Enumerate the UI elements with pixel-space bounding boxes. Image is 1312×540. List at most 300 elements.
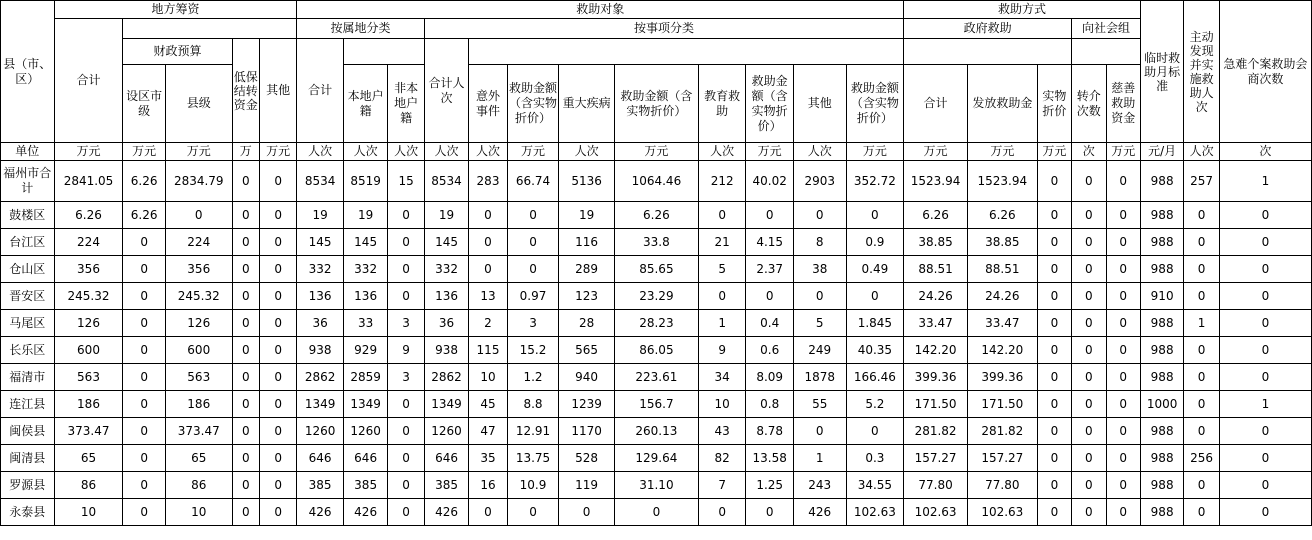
table-cell: 123 — [559, 283, 615, 310]
table-cell: 10 — [165, 499, 232, 526]
county-name-cell: 永泰县 — [1, 499, 55, 526]
table-cell: 19 — [424, 202, 469, 229]
table-row — [1, 256, 1312, 283]
gov-total-header: 合计 — [904, 65, 968, 143]
table-cell: 0 — [259, 229, 296, 256]
education-amount-header: 救助金额（含实物折价） — [746, 65, 794, 143]
table-cell: 1.2 — [507, 364, 559, 391]
table-cell: 0 — [1037, 499, 1071, 526]
table-cell: 0 — [793, 283, 846, 310]
by-residence-header: 按属地分类 — [297, 19, 424, 39]
table-cell: 1 — [1219, 391, 1311, 418]
table-cell: 0 — [846, 202, 904, 229]
table-cell: 0 — [165, 202, 232, 229]
table-cell: 0 — [259, 337, 296, 364]
county-name-cell: 台江区 — [1, 229, 55, 256]
table-cell: 36 — [424, 310, 469, 337]
table-cell: 399.36 — [904, 364, 968, 391]
table-cell: 38 — [793, 256, 846, 283]
table-cell: 0 — [259, 161, 296, 202]
table-cell: 4.15 — [746, 229, 794, 256]
table-cell: 289 — [559, 256, 615, 283]
table-cell: 45 — [469, 391, 507, 418]
table-cell: 0 — [469, 229, 507, 256]
table-cell: 0 — [1184, 337, 1219, 364]
unit-cell: 人次 — [559, 143, 615, 161]
table-cell: 0 — [1106, 418, 1140, 445]
table-cell: 352.72 — [846, 161, 904, 202]
table-cell: 2 — [469, 310, 507, 337]
table-cell: 13.58 — [746, 445, 794, 472]
table-cell: 0 — [1219, 499, 1311, 526]
accident-amount-header: 救助金额（含实物折价） — [507, 65, 559, 143]
table-cell: 24.26 — [904, 283, 968, 310]
table-cell: 88.51 — [967, 256, 1037, 283]
table-cell: 102.63 — [967, 499, 1037, 526]
table-cell: 0 — [1037, 283, 1071, 310]
table-cell: 6.26 — [54, 202, 123, 229]
table-cell: 426 — [343, 499, 388, 526]
table-cell: 0 — [1184, 391, 1219, 418]
table-cell: 0 — [388, 229, 424, 256]
table-cell: 1.845 — [846, 310, 904, 337]
table-cell: 0 — [1106, 256, 1140, 283]
to-social-header: 向社会组 — [1072, 19, 1141, 39]
table-cell: 0.6 — [746, 337, 794, 364]
table-cell: 0 — [1072, 283, 1106, 310]
temp-standard-header: 临时救助月标准 — [1140, 1, 1183, 143]
table-cell: 21 — [698, 229, 746, 256]
unit-cell: 万元 — [1037, 143, 1071, 161]
table-cell: 0 — [1037, 364, 1071, 391]
table-cell: 1064.46 — [614, 161, 698, 202]
table-cell: 0 — [123, 418, 165, 445]
matter-total-persons-header: 合计人次 — [424, 39, 469, 143]
table-cell: 19 — [343, 202, 388, 229]
unit-cell: 人次 — [297, 143, 344, 161]
table-cell: 245.32 — [165, 283, 232, 310]
table-cell: 6.26 — [614, 202, 698, 229]
table-cell: 281.82 — [967, 418, 1037, 445]
table-cell: 171.50 — [967, 391, 1037, 418]
table-cell: 938 — [297, 337, 344, 364]
table-cell: 224 — [54, 229, 123, 256]
table-cell: 0 — [1072, 418, 1106, 445]
table-cell: 0 — [388, 418, 424, 445]
table-cell: 0 — [1037, 472, 1071, 499]
table-cell: 0 — [1184, 229, 1219, 256]
table-cell: 0 — [614, 499, 698, 526]
unit-cell: 万元 — [1106, 143, 1140, 161]
table-cell: 12.91 — [507, 418, 559, 445]
table-cell: 0 — [1219, 283, 1311, 310]
table-cell: 0 — [1219, 472, 1311, 499]
table-cell: 938 — [424, 337, 469, 364]
table-cell: 6.26 — [967, 202, 1037, 229]
table-cell: 2834.79 — [165, 161, 232, 202]
table-cell: 385 — [424, 472, 469, 499]
table-cell: 988 — [1140, 499, 1183, 526]
county-name-cell: 长乐区 — [1, 337, 55, 364]
table-cell: 136 — [297, 283, 344, 310]
table-cell: 0 — [123, 229, 165, 256]
table-cell: 563 — [54, 364, 123, 391]
table-cell: 0.4 — [746, 310, 794, 337]
table-cell: 0 — [232, 256, 259, 283]
table-cell: 0.8 — [746, 391, 794, 418]
table-cell: 0 — [1072, 256, 1106, 283]
table-cell: 385 — [343, 472, 388, 499]
table-cell: 399.36 — [967, 364, 1037, 391]
table-cell: 116 — [559, 229, 615, 256]
table-cell: 988 — [1140, 161, 1183, 202]
cash-header: 发放救助金 — [967, 65, 1037, 143]
table-cell: 0 — [123, 364, 165, 391]
table-cell: 1 — [793, 445, 846, 472]
table-cell: 0 — [846, 283, 904, 310]
table-cell: 0 — [232, 337, 259, 364]
table-cell: 600 — [54, 337, 123, 364]
table-cell: 8 — [793, 229, 846, 256]
county-name-cell: 连江县 — [1, 391, 55, 418]
unit-cell: 万元 — [259, 143, 296, 161]
unit-cell: 万元 — [746, 143, 794, 161]
table-cell: 1 — [1184, 310, 1219, 337]
table-cell: 5.2 — [846, 391, 904, 418]
county-name-cell: 闽清县 — [1, 445, 55, 472]
table-cell: 0 — [388, 472, 424, 499]
table-cell: 356 — [54, 256, 123, 283]
county-header: 县（市、区） — [1, 1, 55, 143]
unit-cell: 万元 — [54, 143, 123, 161]
urgent-meetings-header: 急难个案救助会商次数 — [1219, 1, 1311, 143]
table-cell: 0 — [232, 161, 259, 202]
table-cell: 126 — [54, 310, 123, 337]
table-cell: 0 — [259, 364, 296, 391]
table-cell: 6.26 — [904, 202, 968, 229]
table-cell: 102.63 — [846, 499, 904, 526]
table-row — [1, 283, 1312, 310]
table-cell: 0 — [1219, 202, 1311, 229]
table-cell: 8.09 — [746, 364, 794, 391]
table-cell: 28 — [559, 310, 615, 337]
table-cell: 1170 — [559, 418, 615, 445]
unit-cell: 人次 — [698, 143, 746, 161]
table-cell: 166.46 — [846, 364, 904, 391]
table-cell: 0 — [1037, 202, 1071, 229]
table-cell: 38.85 — [967, 229, 1037, 256]
unit-cell: 次 — [1219, 143, 1311, 161]
table-cell: 0 — [1106, 310, 1140, 337]
table-cell: 8534 — [424, 161, 469, 202]
table-cell: 0 — [232, 499, 259, 526]
table-cell: 212 — [698, 161, 746, 202]
unit-cell: 万元 — [846, 143, 904, 161]
table-cell: 0 — [746, 499, 794, 526]
table-cell: 0 — [1072, 472, 1106, 499]
table-cell: 988 — [1140, 418, 1183, 445]
table-cell: 988 — [1140, 256, 1183, 283]
table-cell: 186 — [54, 391, 123, 418]
table-cell: 0 — [698, 499, 746, 526]
table-cell: 1260 — [424, 418, 469, 445]
unit-cell: 万元 — [507, 143, 559, 161]
unit-cell: 万元 — [904, 143, 968, 161]
table-cell: 646 — [343, 445, 388, 472]
local-household-header: 本地户籍 — [343, 65, 388, 143]
table-cell: 0 — [1037, 337, 1071, 364]
table-cell: 0 — [123, 472, 165, 499]
table-cell: 0 — [746, 202, 794, 229]
table-cell: 0 — [123, 499, 165, 526]
fiscal-budget-header: 财政预算 — [123, 39, 232, 65]
residence-spacer-header — [343, 39, 424, 65]
county-name-cell: 仓山区 — [1, 256, 55, 283]
table-cell: 224 — [165, 229, 232, 256]
table-cell: 988 — [1140, 445, 1183, 472]
table-cell: 332 — [297, 256, 344, 283]
table-cell: 1349 — [343, 391, 388, 418]
unit-cell: 人次 — [1184, 143, 1219, 161]
table-cell: 0 — [1037, 445, 1071, 472]
unit-cell: 人次 — [793, 143, 846, 161]
table-cell: 0 — [1106, 337, 1140, 364]
county-name-cell: 马尾区 — [1, 310, 55, 337]
table-cell: 1 — [1219, 161, 1311, 202]
table-cell: 19 — [297, 202, 344, 229]
table-cell: 0 — [259, 310, 296, 337]
table-cell: 102.63 — [904, 499, 968, 526]
table-cell: 0 — [1106, 472, 1140, 499]
table-cell: 186 — [165, 391, 232, 418]
table-cell: 40.35 — [846, 337, 904, 364]
total-row — [1, 161, 1312, 202]
illness-amount-header: 救助金额（含实物折价） — [614, 65, 698, 143]
table-cell: 988 — [1140, 202, 1183, 229]
table-cell: 0 — [1072, 161, 1106, 202]
table-cell: 332 — [343, 256, 388, 283]
table-cell: 142.20 — [904, 337, 968, 364]
table-cell: 142.20 — [967, 337, 1037, 364]
unit-cell: 单位 — [1, 143, 55, 161]
table-cell: 0 — [1219, 364, 1311, 391]
table-cell: 0 — [123, 283, 165, 310]
table-cell: 0 — [232, 229, 259, 256]
table-cell: 257 — [1184, 161, 1219, 202]
table-cell: 0 — [469, 256, 507, 283]
table-cell: 0 — [1219, 445, 1311, 472]
table-cell: 0 — [1072, 445, 1106, 472]
table-cell: 13 — [469, 283, 507, 310]
table-cell: 281.82 — [904, 418, 968, 445]
table-cell: 988 — [1140, 229, 1183, 256]
table-cell: 15.2 — [507, 337, 559, 364]
table-cell: 23.29 — [614, 283, 698, 310]
table-cell: 0 — [388, 391, 424, 418]
table-cell: 145 — [343, 229, 388, 256]
table-cell: 426 — [424, 499, 469, 526]
table-cell: 0 — [1106, 364, 1140, 391]
table-cell: 243 — [793, 472, 846, 499]
table-cell: 145 — [424, 229, 469, 256]
table-cell: 0 — [1072, 391, 1106, 418]
table-cell: 0 — [388, 256, 424, 283]
table-cell: 88.51 — [904, 256, 968, 283]
table-cell: 0 — [1072, 499, 1106, 526]
table-cell: 940 — [559, 364, 615, 391]
table-cell: 9 — [698, 337, 746, 364]
table-cell: 8534 — [297, 161, 344, 202]
referral-header: 转介次数 — [1072, 65, 1106, 143]
county-name-cell: 晋安区 — [1, 283, 55, 310]
funding-spacer-header — [123, 19, 297, 39]
table-cell: 0 — [1184, 472, 1219, 499]
table-cell: 86 — [165, 472, 232, 499]
charity-header: 慈善救助资金 — [1106, 65, 1140, 143]
table-cell: 0 — [259, 256, 296, 283]
table-cell: 0 — [559, 499, 615, 526]
table-cell: 0 — [1037, 391, 1071, 418]
table-cell: 0 — [698, 202, 746, 229]
table-cell: 5 — [698, 256, 746, 283]
table-cell: 33.47 — [904, 310, 968, 337]
table-cell: 0 — [1072, 202, 1106, 229]
table-cell: 0 — [1037, 310, 1071, 337]
table-cell: 0 — [1184, 283, 1219, 310]
table-cell: 77.80 — [967, 472, 1037, 499]
table-cell: 2859 — [343, 364, 388, 391]
table-cell: 0 — [846, 418, 904, 445]
table-cell: 38.85 — [904, 229, 968, 256]
table-cell: 988 — [1140, 310, 1183, 337]
table-cell: 126 — [165, 310, 232, 337]
table-cell: 85.65 — [614, 256, 698, 283]
table-cell: 0 — [1184, 364, 1219, 391]
table-cell: 249 — [793, 337, 846, 364]
table-cell: 31.10 — [614, 472, 698, 499]
table-cell: 988 — [1140, 337, 1183, 364]
table-cell: 157.27 — [967, 445, 1037, 472]
table-cell: 0 — [469, 202, 507, 229]
funding-total-header: 合计 — [54, 19, 123, 143]
table-cell: 0 — [1037, 418, 1071, 445]
table-cell: 1349 — [297, 391, 344, 418]
table-cell: 0 — [259, 472, 296, 499]
table-cell: 0 — [123, 337, 165, 364]
table-cell: 15 — [388, 161, 424, 202]
table-row — [1, 202, 1312, 229]
table-cell: 0 — [698, 283, 746, 310]
table-cell: 115 — [469, 337, 507, 364]
table-cell: 3 — [388, 310, 424, 337]
gov-spacer-header — [904, 39, 1072, 65]
table-cell: 0 — [1072, 229, 1106, 256]
table-cell: 332 — [424, 256, 469, 283]
table-cell: 0 — [1072, 337, 1106, 364]
table-cell: 0 — [232, 310, 259, 337]
table-cell: 8.78 — [746, 418, 794, 445]
education-header: 教育救助 — [698, 65, 746, 143]
table-cell: 47 — [469, 418, 507, 445]
social-spacer-header — [1072, 39, 1141, 65]
table-cell: 34 — [698, 364, 746, 391]
table-cell: 66.74 — [507, 161, 559, 202]
table-cell: 0 — [123, 256, 165, 283]
table-cell: 1349 — [424, 391, 469, 418]
table-cell: 646 — [297, 445, 344, 472]
table-cell: 136 — [424, 283, 469, 310]
table-cell: 5136 — [559, 161, 615, 202]
table-cell: 0 — [123, 445, 165, 472]
table-cell: 2862 — [297, 364, 344, 391]
table-cell: 2841.05 — [54, 161, 123, 202]
table-cell: 2862 — [424, 364, 469, 391]
table-cell: 9 — [388, 337, 424, 364]
table-cell: 0.9 — [846, 229, 904, 256]
table-cell: 0 — [259, 283, 296, 310]
active-discover-header: 主动发现并实施救助人次 — [1184, 1, 1219, 143]
table-cell: 0 — [388, 499, 424, 526]
unit-cell: 次 — [1072, 143, 1106, 161]
table-cell: 0 — [1219, 418, 1311, 445]
table-cell: 260.13 — [614, 418, 698, 445]
table-cell: 910 — [1140, 283, 1183, 310]
table-cell: 0 — [259, 499, 296, 526]
major-illness-header: 重大疾病 — [559, 65, 615, 143]
table-cell: 356 — [165, 256, 232, 283]
nonlocal-household-header: 非本地户籍 — [388, 65, 424, 143]
table-row — [1, 418, 1312, 445]
table-cell: 7 — [698, 472, 746, 499]
table-cell: 0 — [259, 445, 296, 472]
table-cell: 1260 — [297, 418, 344, 445]
table-cell: 33.8 — [614, 229, 698, 256]
county-name-cell: 福清市 — [1, 364, 55, 391]
table-cell: 6.26 — [123, 161, 165, 202]
table-cell: 1.25 — [746, 472, 794, 499]
table-cell: 1523.94 — [904, 161, 968, 202]
table-cell: 3 — [388, 364, 424, 391]
table-cell: 0 — [507, 256, 559, 283]
table-cell: 0 — [1106, 391, 1140, 418]
county-name-cell: 鼓楼区 — [1, 202, 55, 229]
table-cell: 0 — [259, 418, 296, 445]
unit-cell: 万元 — [967, 143, 1037, 161]
table-cell: 426 — [297, 499, 344, 526]
table-cell: 0 — [1184, 202, 1219, 229]
table-cell: 86 — [54, 472, 123, 499]
table-cell: 5 — [793, 310, 846, 337]
table-cell: 0 — [469, 499, 507, 526]
county-name-cell: 闽侯县 — [1, 418, 55, 445]
table-cell: 119 — [559, 472, 615, 499]
table-cell: 82 — [698, 445, 746, 472]
table-cell: 0 — [232, 445, 259, 472]
table-cell: 13.75 — [507, 445, 559, 472]
minimum-transfer-header: 低保结转资金 — [232, 39, 259, 143]
table-cell: 156.7 — [614, 391, 698, 418]
table-cell: 77.80 — [904, 472, 968, 499]
table-cell: 0 — [1219, 310, 1311, 337]
gov-rescue-header: 政府救助 — [904, 19, 1072, 39]
table-cell: 28.23 — [614, 310, 698, 337]
table-row — [1, 364, 1312, 391]
table-row — [1, 472, 1312, 499]
table-cell: 157.27 — [904, 445, 968, 472]
table-cell: 6.26 — [123, 202, 165, 229]
table-row — [1, 391, 1312, 418]
table-cell: 129.64 — [614, 445, 698, 472]
